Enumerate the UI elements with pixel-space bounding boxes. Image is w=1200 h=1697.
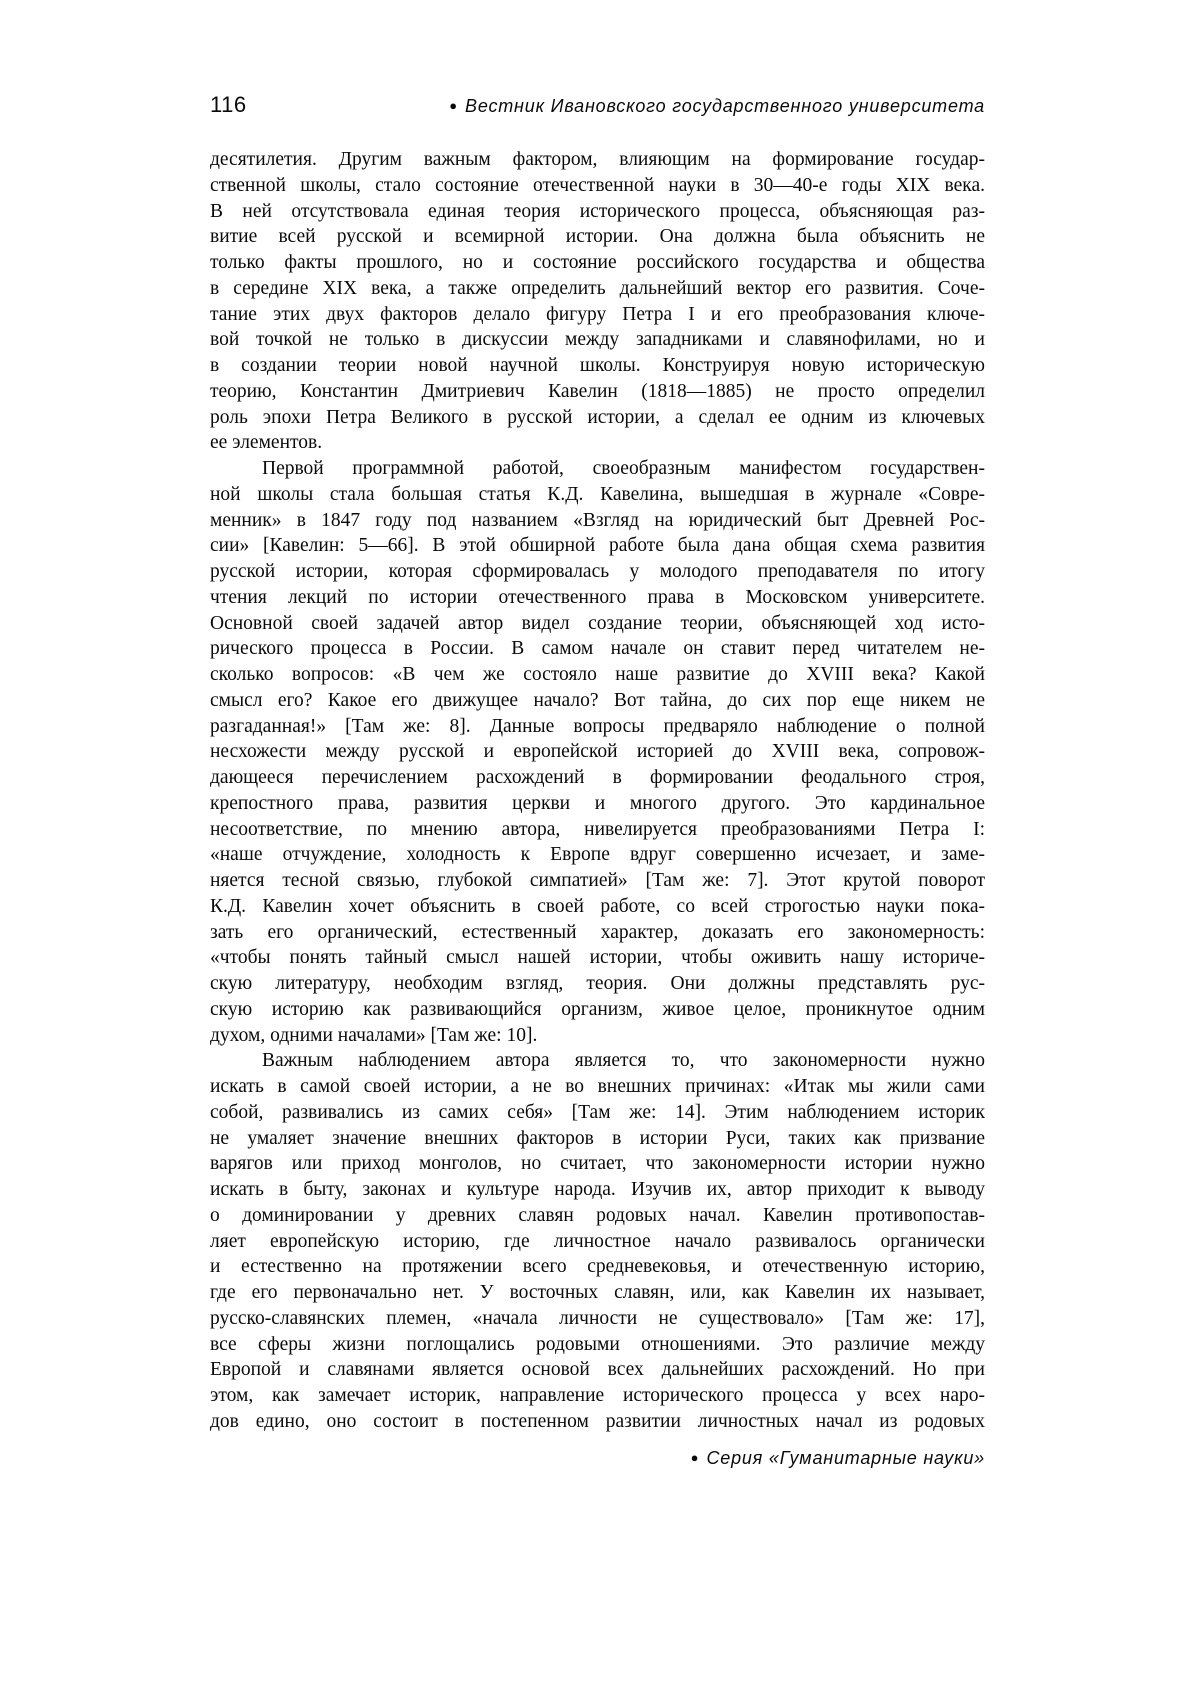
- text-line: где его первоначально нет. У восточных славян, или, как Кавелин их называет,: [210, 1282, 985, 1303]
- text-line: Основной своей задачей автор видел создание теории, объясняющей ход исто-: [210, 612, 985, 634]
- text-line: этом, как замечает историк, направление исторического процесса у всех наро-: [210, 1385, 985, 1406]
- bullet-icon: ●: [690, 1450, 699, 1465]
- text-line: русской истории, которая сформировалась у молодого преподавателя по итогу: [210, 561, 985, 582]
- page-number: 116: [210, 92, 247, 117]
- text-line: Европой и славянами является основой всех дальнейших расхождений. Но при: [210, 1359, 985, 1381]
- series-title-text: Серия «Гуманитарные науки»: [706, 1448, 985, 1468]
- text-line: няется тесной связью, глубокой симпатией» [Там же: 7]. Этот крутой поворот: [210, 870, 985, 891]
- text-line: собой, развивались из самих себя» [Там же: 14]. Этим наблюдением историк: [210, 1101, 985, 1123]
- text-line: скую литературу, необходим взгляд, теория. Они должны представлять рус-: [210, 973, 985, 994]
- text-line: не умаляет значение внешних факторов в истории Руси, таких как призвание: [210, 1127, 985, 1149]
- journal-title-text: Вестник Ивановского государственного университета: [465, 96, 985, 116]
- running-footer: [691, 1448, 985, 1469]
- series-title: [691, 1448, 985, 1468]
- body-text: [210, 147, 985, 1435]
- text-line: крепостного права, развития церкви и многого другого. Это кардинальное: [210, 792, 985, 814]
- bullet-icon: ●: [449, 98, 458, 113]
- text-line: все сферы жизни поглощались родовыми отношениями. Это различие между: [210, 1333, 985, 1355]
- text-line: только факты прошлого, но и состояние российского государства и общества: [210, 252, 985, 273]
- text-line: менник» в 1847 году под названием «Взгляд на юридический быт Древней Рос-: [210, 509, 985, 531]
- text-line: ственной школы, стало состояние отечественной науки в 30—40-е годы XIX века.: [210, 174, 985, 196]
- text-line: сии» [Кавелин: 5—66]. В этой обширной работе была дана общая схема развития: [210, 535, 985, 557]
- text-line: скую историю как развивающийся организм, живое целое, проникнутое одним: [210, 998, 985, 1020]
- text-line: сколько вопросов: «В чем же состояло наше развитие до XVIII века? Какой: [210, 664, 985, 685]
- text-line: тание этих двух факторов делало фигуру Петра I и его преобразования ключе-: [210, 303, 985, 325]
- journal-title: [449, 96, 985, 117]
- text-line: и естественно на протяжении всего средневековья, и отечественную историю,: [210, 1256, 985, 1278]
- text-line: смысл его? Какое его движущее начало? Вот тайна, до сих пор еще никем не: [210, 689, 985, 711]
- text-line: «наше отчуждение, холодность к Европе вдруг совершенно исчезает, и заме-: [210, 844, 985, 866]
- text-line: К.Д. Кавелин хочет объяснить в своей работе, со всей строгостью науки пока-: [210, 895, 985, 917]
- text-line: в создании теории новой научной школы. Конструируя новую историческую: [210, 355, 985, 376]
- text-line: несоответствие, по мнению автора, нивелируется преобразованиями Петра I:: [210, 818, 985, 840]
- text-line: дов едино, оно состоит в постепенном развитии личностных начал из родовых: [210, 1410, 985, 1432]
- text-line: теорию, Константин Дмитриевич Кавелин (1818—1885) не просто определил: [210, 380, 985, 402]
- text-line: роль эпохи Петра Великого в русской истории, а сделал ее одним из ключевых: [210, 406, 985, 428]
- text-line: о доминировании у древних славян родовых начал. Кавелин противопостав-: [210, 1204, 985, 1226]
- text-line: рического процесса в России. В самом начале он ставит перед читателем не-: [210, 638, 985, 660]
- running-header: [210, 92, 985, 118]
- text-line: несхожести между русской и европейской историей до XVIII века, сопровож-: [210, 741, 985, 763]
- text-line: в середине XIX века, а также определить дальнейший вектор его развития. Соче-: [210, 277, 985, 299]
- text-line: ее элементов.: [210, 432, 323, 454]
- text-line: дающееся перечислением расхождений в формировании феодального строя,: [210, 767, 985, 788]
- text-line: витие всей русской и всемирной истории. Она должна была объяснить не: [210, 226, 985, 248]
- text-line: варягов или приход монголов, но считает, что закономерности истории нужно: [210, 1153, 985, 1175]
- text-line: разгаданная!» [Там же: 8]. Данные вопросы предваряло наблюдение о полной: [210, 715, 985, 737]
- text-line: ной школы стала большая статья К.Д. Кавелина, вышедшая в журнале «Совре-: [210, 483, 985, 505]
- text-line: искать в самой своей истории, а не во внешних причинах: «Итак мы жили сами: [210, 1076, 985, 1097]
- text-line: Первой программной работой, своеобразным манифестом государствен-: [262, 458, 985, 479]
- text-line: искать в быту, законах и культуре народа. Изучив их, автор приходит к выводу: [210, 1179, 985, 1200]
- text-line: чтения лекций по истории отечественного права в Московском университете.: [210, 586, 985, 608]
- text-line: зать его органический, естественный характер, доказать его закономерность:: [210, 921, 985, 943]
- text-line: вой точкой не только в дискуссии между западниками и славянофилами, но и: [210, 329, 985, 351]
- text-line: десятилетия. Другим важным фактором, влияющим на формирование государ-: [210, 149, 985, 170]
- text-line: «чтобы понять тайный смысл нашей истории, чтобы оживить нашу историче-: [210, 947, 985, 969]
- text-line: духом, одними началами» [Там же: 10].: [210, 1024, 538, 1046]
- text-line: ляет европейскую историю, где личностное начало развивалось органически: [210, 1230, 985, 1252]
- text-line: русско-славянских племен, «начала личности не существовало» [Там же: 17],: [210, 1307, 985, 1329]
- text-line: В ней отсутствовала единая теория исторического процесса, объясняющая раз-: [210, 200, 985, 222]
- text-line: Важным наблюдением автора является то, что закономерности нужно: [262, 1050, 985, 1072]
